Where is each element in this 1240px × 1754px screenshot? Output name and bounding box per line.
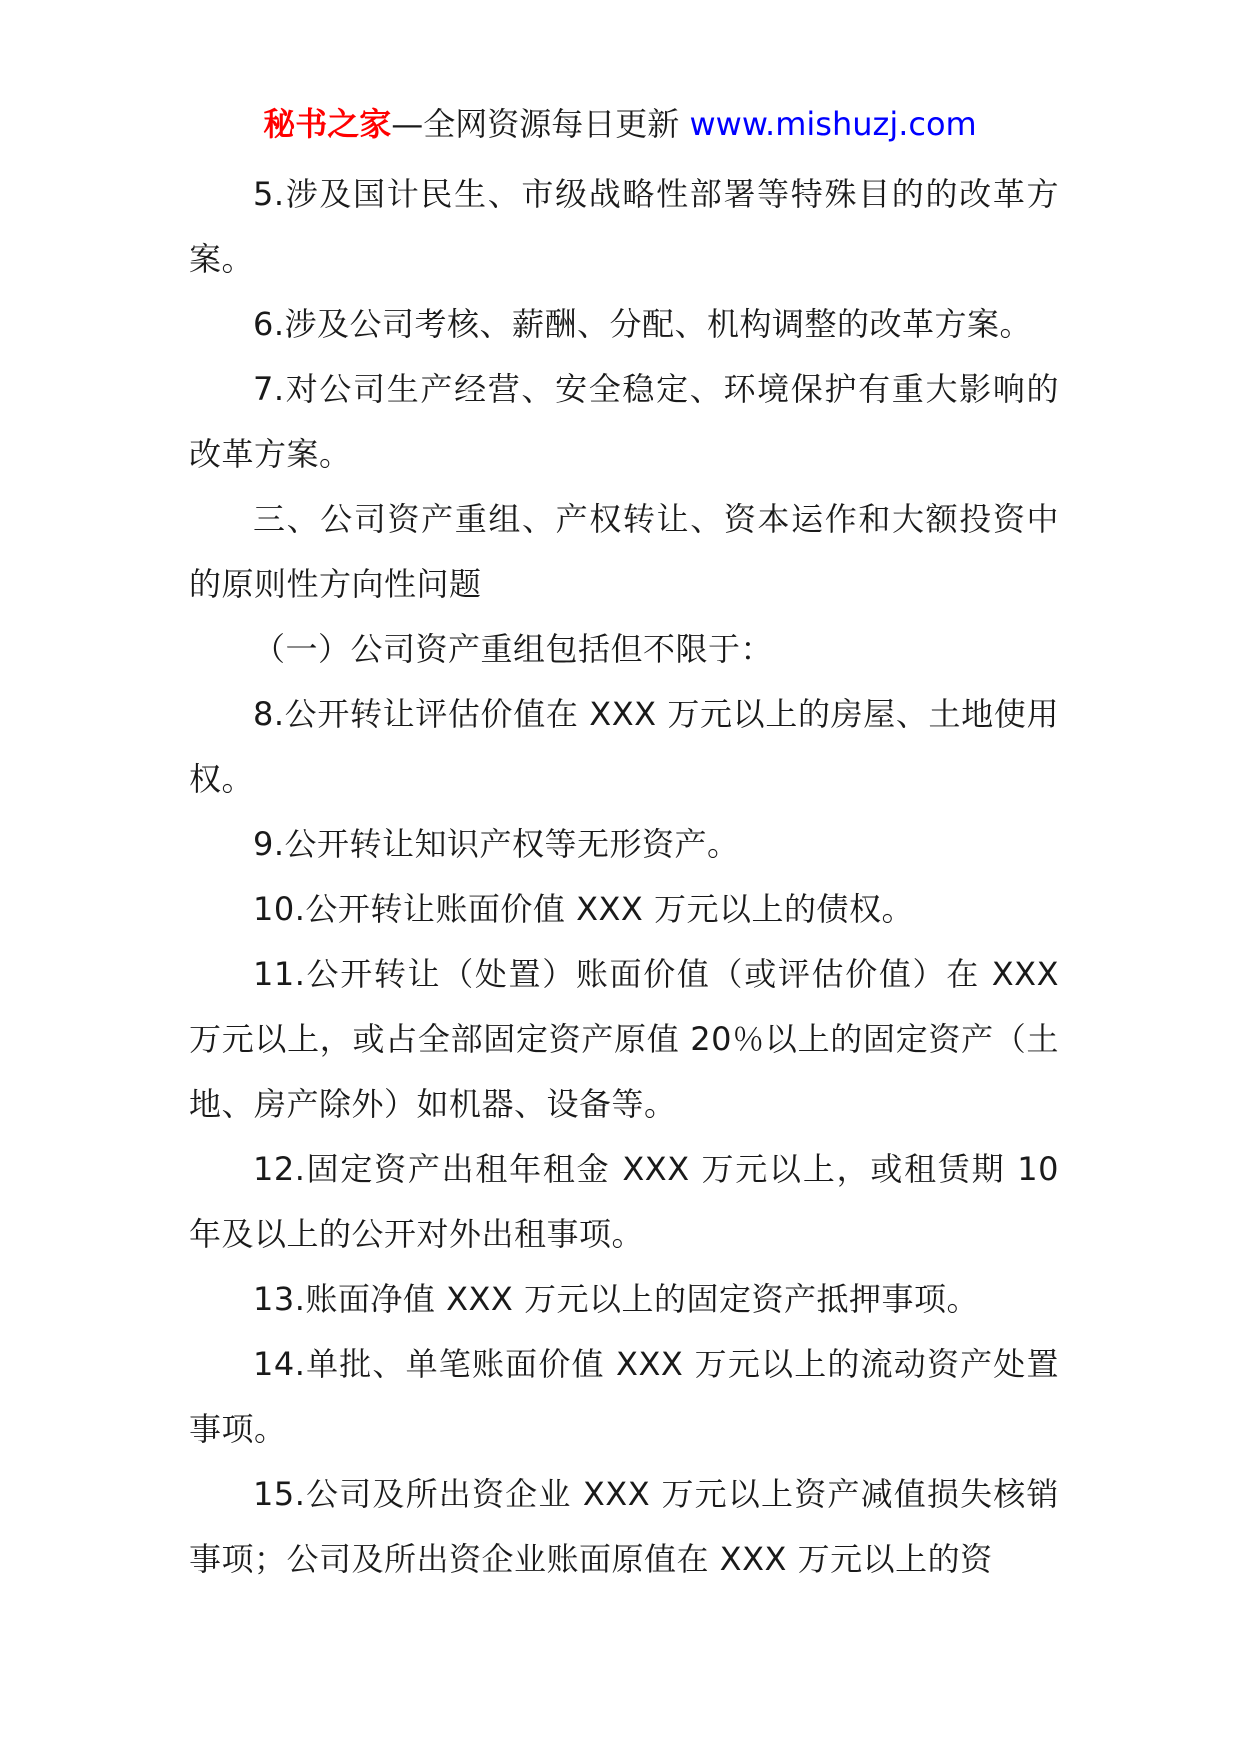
header-tagline: —全网资源每日更新: [391, 105, 690, 143]
paragraph-item-8: 8.公开转让评估价值在 XXX 万元以上的房屋、土地使用权。: [189, 695, 1059, 798]
paragraph-item-12: 12.固定资产出租年租金 XXX 万元以上，或租赁期 10 年及以上的公开对外出租事项。: [189, 1150, 1059, 1253]
header-url-link[interactable]: www.mishuzj.com: [689, 105, 977, 143]
page-header: [0, 100, 1240, 148]
paragraph-item-5: 5.涉及国计民生、市级战略性部署等特殊目的的改革方案。: [189, 175, 1059, 278]
subsection-heading-1: （一）公司资产重组包括但不限于：: [253, 630, 774, 668]
paragraph-item-11: 11.公开转让（处置）账面价值（或评估价值）在 XXX 万元以上，或占全部固定资产原值 20％以上的固定资产（土地、房产除外）如机器、设备等。: [189, 955, 1059, 1123]
section-heading-3: 三、公司资产重组、产权转让、资本运作和大额投资中的原则性方向性问题: [189, 500, 1059, 603]
paragraph-item-10: 10.公开转让账面价值 XXX 万元以上的债权。: [253, 890, 915, 928]
paragraph-item-9: 9.公开转让知识产权等无形资产。: [253, 825, 740, 863]
paragraph-item-7: 7.对公司生产经营、安全稳定、环境保护有重大影响的改革方案。: [189, 370, 1059, 473]
document-body: [189, 162, 1059, 1592]
paragraph-item-15: 15.公司及所出资企业 XXX 万元以上资产减值损失核销事项；公司及所出资企业账面原值在 XXX 万元以上的资: [189, 1475, 1059, 1578]
header-brand: 秘书之家: [263, 105, 392, 143]
paragraph-item-14: 14.单批、单笔账面价值 XXX 万元以上的流动资产处置事项。: [189, 1345, 1059, 1448]
paragraph-item-6: 6.涉及公司考核、薪酬、分配、机构调整的改革方案。: [253, 305, 1033, 343]
paragraph-item-13: 13.账面净值 XXX 万元以上的固定资产抵押事项。: [253, 1280, 980, 1318]
